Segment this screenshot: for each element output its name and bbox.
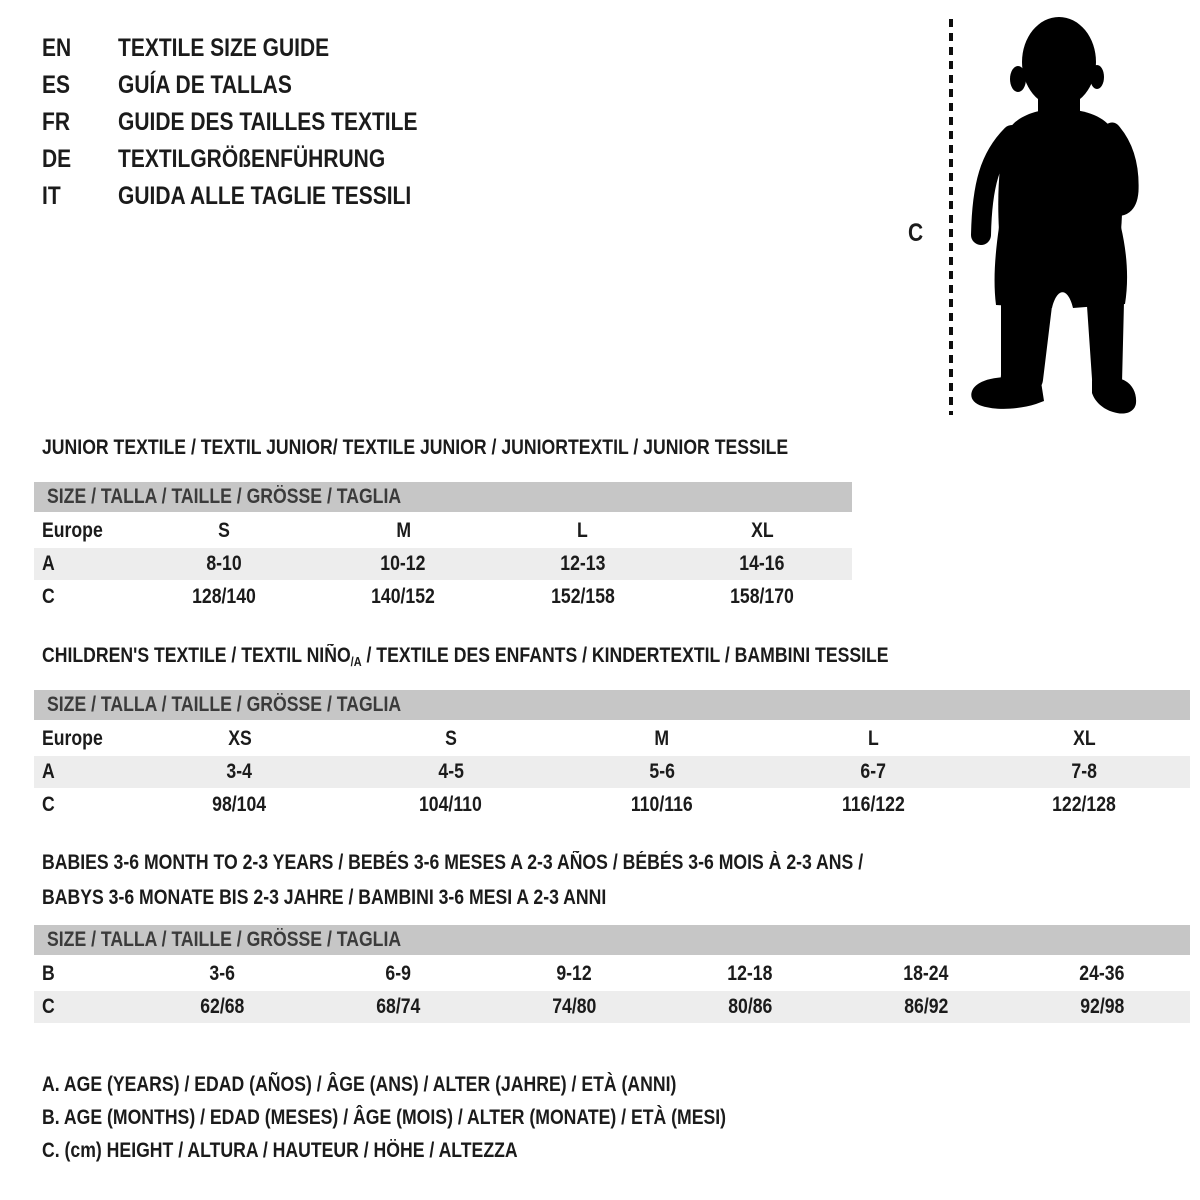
guide-title-en: TEXTILE SIZE GUIDE xyxy=(118,34,330,62)
size-table-header: SIZE / TALLA / TAILLE / GRÖSSE / TAGLIA xyxy=(34,925,1190,955)
language-row-es xyxy=(42,67,475,104)
row-label: C xyxy=(42,995,55,1018)
size-table-header: SIZE / TALLA / TAILLE / GRÖSSE / TAGLIA xyxy=(34,690,1190,720)
language-code: ES xyxy=(42,71,71,99)
language-title-list xyxy=(42,30,475,215)
height-dashed-line xyxy=(948,17,954,422)
language-code: IT xyxy=(42,182,61,210)
row-label: B xyxy=(42,962,55,985)
table-row-age-years: A 8-10 10-12 12-13 14-16 xyxy=(34,548,852,580)
language-code: FR xyxy=(42,108,70,136)
height-marker-label: C xyxy=(908,219,924,247)
size-table-header: SIZE / TALLA / TAILLE / GRÖSSE / TAGLIA xyxy=(34,482,852,512)
legend-height-cm: C. (cm) HEIGHT / ALTURA / HAUTEUR / HÖHE / ALTEZZA xyxy=(42,1138,518,1162)
junior-section-title: JUNIOR TEXTILE / TEXTIL JUNIOR/ TEXTILE JUNIOR / JUNIORTEXTIL / JUNIOR TESSILE xyxy=(42,436,789,459)
toddler-silhouette-image xyxy=(960,15,1142,422)
language-row-de xyxy=(42,141,475,178)
row-label: Europe xyxy=(42,727,103,750)
guide-title-es: GUÍA DE TALLAS xyxy=(118,71,292,99)
table-row-age-months: B 3-6 6-9 9-12 12-18 18-24 24-36 xyxy=(42,962,1125,985)
measure-legend xyxy=(42,1068,856,1167)
language-row-it xyxy=(42,178,475,215)
guide-title-fr: GUIDE DES TAILLES TEXTILE xyxy=(118,108,418,136)
table-row-height-cm: C 128/140 140/152 152/158 158/170 xyxy=(42,585,795,608)
row-label: C xyxy=(42,793,55,816)
row-label: C xyxy=(42,585,55,608)
babies-section-title: BABIES 3-6 MONTH TO 2-3 YEARS / BEBÉS 3-6 MESES A 2-3 AÑOS / BÉBÉS 3-6 MOIS À 2-3 ANS / BABYS 3-6 MONATE BIS 2-3 JAHRE / BAMBINI 3-6 MESI A 2-3 ANNI xyxy=(42,851,864,909)
table-row-age-years: A 3-4 4-5 5-6 6-7 7-8 xyxy=(34,756,1190,788)
junior-size-table xyxy=(34,482,852,614)
children-section-title: CHILDREN'S TEXTILE / TEXTIL $NIÑO_{/A}$ / TEXTILE DES ENFANTS / KINDERTEXTIL / BAMBINI TESSILE xyxy=(42,644,889,669)
language-row-en xyxy=(42,30,475,67)
table-row-europe: Europe XS S M L XL xyxy=(42,727,1096,750)
nino-a-subscript: /A xyxy=(350,654,362,669)
children-size-table xyxy=(34,690,1190,822)
legend-age-months: B. AGE (MONTHS) / EDAD (MESES) / ÂGE (MOIS) / ALTER (MONATE) / ETÀ (MESI) xyxy=(42,1105,727,1129)
table-row-height-cm: C 62/68 68/74 74/80 80/86 86/92 92/98 xyxy=(34,991,1190,1023)
table-row-height-cm: C 98/104 104/110 110/116 116/122 122/128 xyxy=(42,793,1117,816)
language-row-fr xyxy=(42,104,475,141)
table-row-europe: Europe S M L XL xyxy=(42,519,774,542)
language-code: DE xyxy=(42,145,72,173)
row-label: A xyxy=(42,760,55,783)
row-label: Europe xyxy=(42,519,103,542)
legend-age-years: A. AGE (YEARS) / EDAD (AÑOS) / ÂGE (ANS) / ALTER (JAHRE) / ETÀ (ANNI) xyxy=(42,1072,677,1096)
guide-title-it: GUIDA ALLE TAGLIE TESSILI xyxy=(118,182,412,210)
row-label: A xyxy=(42,552,55,575)
language-code: EN xyxy=(42,34,72,62)
guide-title-de: TEXTILGRÖßENFÜHRUNG xyxy=(118,145,386,173)
babies-size-table xyxy=(34,925,1190,1024)
